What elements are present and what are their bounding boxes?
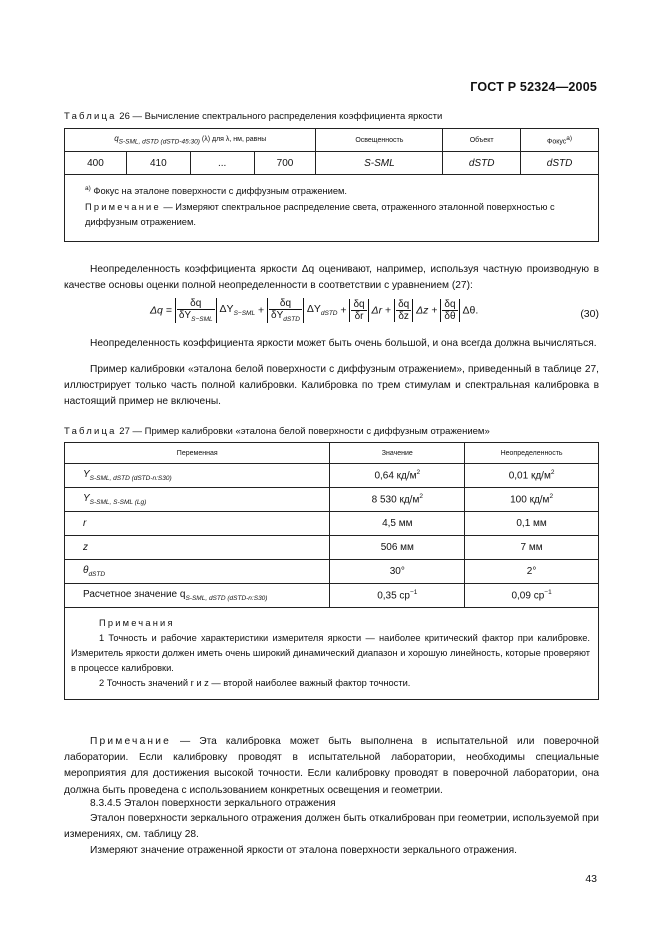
page-number: 43 [585,873,597,885]
table-26-header-q: $q_{S-SML, dSTD (dSTD-45:30)}$ (λ) для λ, нм, равны [65,129,316,152]
table-26-cell-focus: dSTD [521,152,599,175]
paragraph: Пример калибровки «эталона белой поверхности с диффузным отражением», приведенный в таблице 27, иллюстрирует только часть полной калибровки. Калибровка по трем стимулам и спектральная калибровка в настоящий пример не включены. [64,364,599,408]
table-26-header-illum: Освещенность [316,129,443,152]
paragraph-note: Примечание — Эта калибровка может быть выполнена в испытательной или поверочной лаборатории. Если калибровку проводят в испытательной лаборатории, необходимы специальные мероприятия для достижения высокой точности. Если калибровку проводят в поверочной лаборатории, она должна быть проведена с использованием конкретных освещения и геометрии. [64,736,599,796]
section-heading: 8.3.4.5 Эталон поверхности зеркального отражения [90,798,336,809]
table-26-cell: 400 [65,152,127,175]
table-26-cell-object: dSTD [443,152,521,175]
table-26-caption [64,111,442,122]
table-26-cell: 410 [126,152,190,175]
paragraph: Неопределенность коэффициента яркости Δq оценивают, например, используя частную производную в качестве основы оценки полной неопределенности в соответствии с уравнением (27): [64,264,599,292]
table-row: z 506 мм 7 мм [65,536,599,560]
paragraph: Неопределенность коэффициента яркости может быть очень большой, и она всегда должна вычисляться. [90,338,597,349]
table-26-caption-label: Таблица [64,111,117,122]
equation-number: (30) [580,308,599,320]
paragraph: Эталон поверхности зеркального отражения должен быть откалиброван при геометрии, используемой при измерениях, см. таблицу 28. [64,813,599,841]
table-26-caption-text: 26 — Вычисление спектрального распределения коэффициента яркости [119,111,443,122]
paragraph: Измеряют значение отраженной яркости от эталона поверхности зеркального отражения. [90,845,517,856]
table-26-footnote: $^{a)}$ Фокус на эталоне поверхности с диффузным отражением. Примечание — Измеряют спектральное распределение света, отраженного эталонной поверхностью с диффузным отражением. [65,175,599,242]
table-26-cell: 700 [254,152,316,175]
document-header: ГОСТ Р 52324—2005 [470,80,597,94]
table-27-notes: Примечания 1 Точность и рабочие характеристики измерителя яркости — наиболее критический фактор при калибровке. Измеритель яркости должен иметь очень широкий динамический диапазон и хорошую линейность, которые проверяют в процессе калибровки. 2 Точность значений r и z — второй наиболее важный фактор точности. [65,608,599,700]
table-27-header-val: Значение [330,443,465,464]
table-row: $Y_{S-SML, dSTD (dSTD-n:S30)}$ 0,64 $кд/м^2$ 0,01 $кд/м^2$ [65,464,599,488]
table-row: r 4,5 мм 0,1 мм [65,512,599,536]
table-27-header-unc: Неопределенность [465,443,599,464]
table-row: Расчетное значение $q_{S-SML, dSTD (dSTD-n:S30)}$ 0,35 $ср^{-1}$ 0,09 $ср^{-1}$ [65,584,599,608]
table-26 [64,128,599,242]
equation-30: Δq = $\frac{\delta q}{\delta Y_{S-SML}}$ $\Delta Y_{S-SML}$ + $\frac{\delta q}{\delta Y_{dSTD}}$ $\Delta Y_{dSTD}$ + $\frac{\delta q}{\delta r}$ Δr + $\frac{\delta q}{\delta z}$ Δz + $\frac{\delta q}{\delta\theta}$ Δθ. (30) [150,298,599,323]
table-row: $Y_{S-SML, S-SML (Lg)}$ 8 530 $кд/м^2$ 100 $кд/м^2$ [65,488,599,512]
table-26-cell-illum: S-SML [316,152,443,175]
table-26-header-object: Объект [443,129,521,152]
table-row: $\theta_{dSTD}$ 30° 2° [65,560,599,584]
table-27-header-var: Переменная [65,443,330,464]
table-26-header-focus: Фокус$^{a)}$ [521,129,599,152]
table-27-caption: Таблица 27 — Пример калибровки «эталона белой поверхности с диффузным отражением» [64,426,490,437]
table-26-cell: ... [190,152,254,175]
table-27 [64,442,599,700]
table-row [65,152,599,175]
